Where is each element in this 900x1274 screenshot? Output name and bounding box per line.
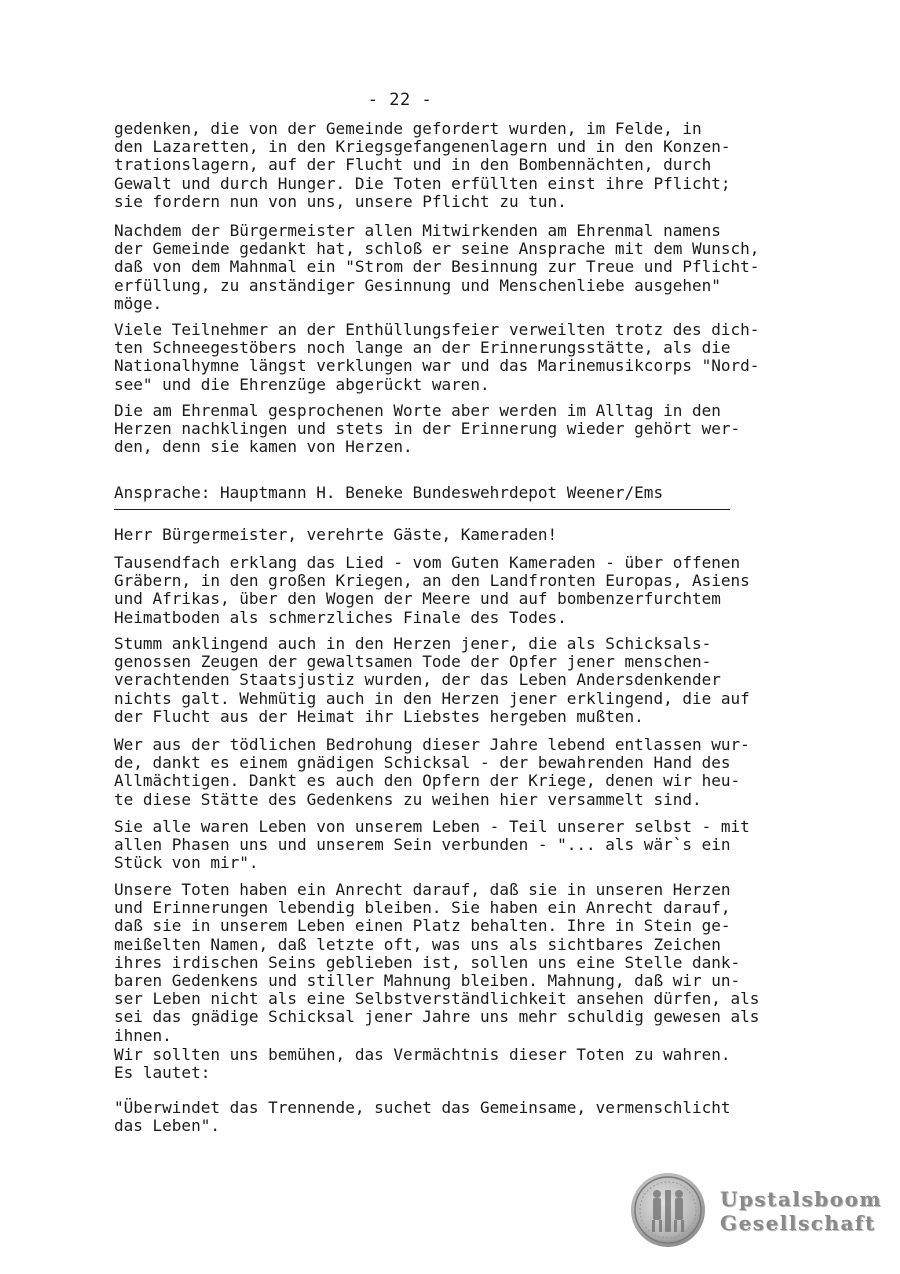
watermark-text: [720, 1187, 882, 1235]
speech-paragraph-5: Unsere Toten haben ein Anrecht darauf, daß sie in unseren Herzen und Erinnerungen lebendig bleiben. Sie haben ein Anrecht darauf, daß sie in unserem Leben einen Platz behalten. Ihre in Stein ge- meißelten Namen, daß letzte oft, was uns als sichtbares Zeichen ihres irdischen Seins geblieben ist, sollen uns eine Stelle dank- baren Gedenkens und stiller Mahnung bleiben. Mahnung, daß wir un- ser Leben nicht als eine Selbstverständlichkeit ansehen dürfen, als sei das gnädige Schicksal jener Jahre uns mehr schuldig gewesen als ihnen.: [114, 880, 760, 1045]
heading-underline: [114, 509, 730, 510]
speech-paragraph-4: Sie alle waren Leben von unserem Leben - Teil unserer selbst - mit allen Phasen uns und unserem Sein verbunden - "... als wär`s ein Stück von mir".: [114, 817, 750, 873]
paragraph-1: gedenken, die von der Gemeinde gefordert wurden, im Felde, in den Lazaretten, in den Kriegsgefangenenlagern und in den Konzen- trationslagern, auf der Flucht und in den Bombennächten, durch Gewalt und durch Hunger. Die Toten erfüllten einst ihre Pflicht; sie fordern nun von uns, unsere Pflicht zu tun.: [114, 119, 731, 211]
speech-quote: "Überwindet das Trennende, suchet das Gemeinsame, vermenschlicht das Leben".: [114, 1098, 731, 1136]
upstalsboom-seal-icon: [630, 1172, 706, 1248]
speech-salutation: Herr Bürgermeister, verehrte Gäste, Kameraden!: [114, 525, 558, 544]
paragraph-3: Viele Teilnehmer an der Enthüllungsfeier verweilten trotz des dich- ten Schneegestöbers noch lange an der Erinnerungsstätte, als die Nationalhymne längst verklungen war und das Marinemusikcorps "Nord- see" und die Ehrenzüge abgerückt waren.: [114, 320, 760, 394]
speech-paragraph-3: Wer aus der tödlichen Bedrohung dieser Jahre lebend entlassen wur- de, dankt es einem gnädigen Schicksal - der bewahrenden Hand des Allmächtigen. Dankt es auch den Opfern der Kriege, denen wir heu- te diese Stätte des Gedenkens zu weihen hier versammelt sind.: [114, 735, 750, 809]
speech-paragraph-2: Stumm anklingend auch in den Herzen jener, die als Schicksals- genossen Zeugen der gewaltsamen Tode der Opfer jener menschen- verachtenden Staatsjustiz wurden, der das Leben Andersdenkender nichts galt. Wehmütig auch in den Herzen jener erklingend, die auf der Flucht aus der Heimat ihr Liebstes hergeben mußten.: [114, 634, 750, 726]
speech-paragraph-1: Tausendfach erklang das Lied - vom Guten Kameraden - über offenen Gräbern, in den großen Kriegen, an den Landfronten Europas, Asiens und Afrikas, über den Wogen der Meere und auf bombenzerfurchtem Heimatboden als schmerzliches Finale des Todes.: [114, 553, 750, 627]
watermark-line-2: Gesellschaft: [720, 1211, 876, 1235]
watermark-line-1: Upstalsboom: [720, 1187, 883, 1211]
speech-paragraph-6: Wir sollten uns bemühen, das Vermächtnis dieser Toten zu wahren. Es lautet:: [114, 1045, 731, 1083]
paragraph-2: Nachdem der Bürgermeister allen Mitwirkenden am Ehrenmal namens der Gemeinde gedankt hat, schloß er seine Ansprache mit dem Wunsch, daß von dem Mahnmal ein "Strom der Besinnung zur Treue und Pflicht- erfüllung, zu anständiger Gesinnung und Menschenliebe ausgehen" möge.: [114, 221, 760, 313]
page-number: - 22 -: [367, 90, 433, 110]
speech-heading: Ansprache: Hauptmann H. Beneke Bundeswehrdepot Weener/Ems: [114, 483, 664, 502]
paragraph-4: Die am Ehrenmal gesprochenen Worte aber werden im Alltag in den Herzen nachklingen und stets in der Erinnerung wieder gehört wer- den, denn sie kamen von Herzen.: [114, 401, 741, 457]
